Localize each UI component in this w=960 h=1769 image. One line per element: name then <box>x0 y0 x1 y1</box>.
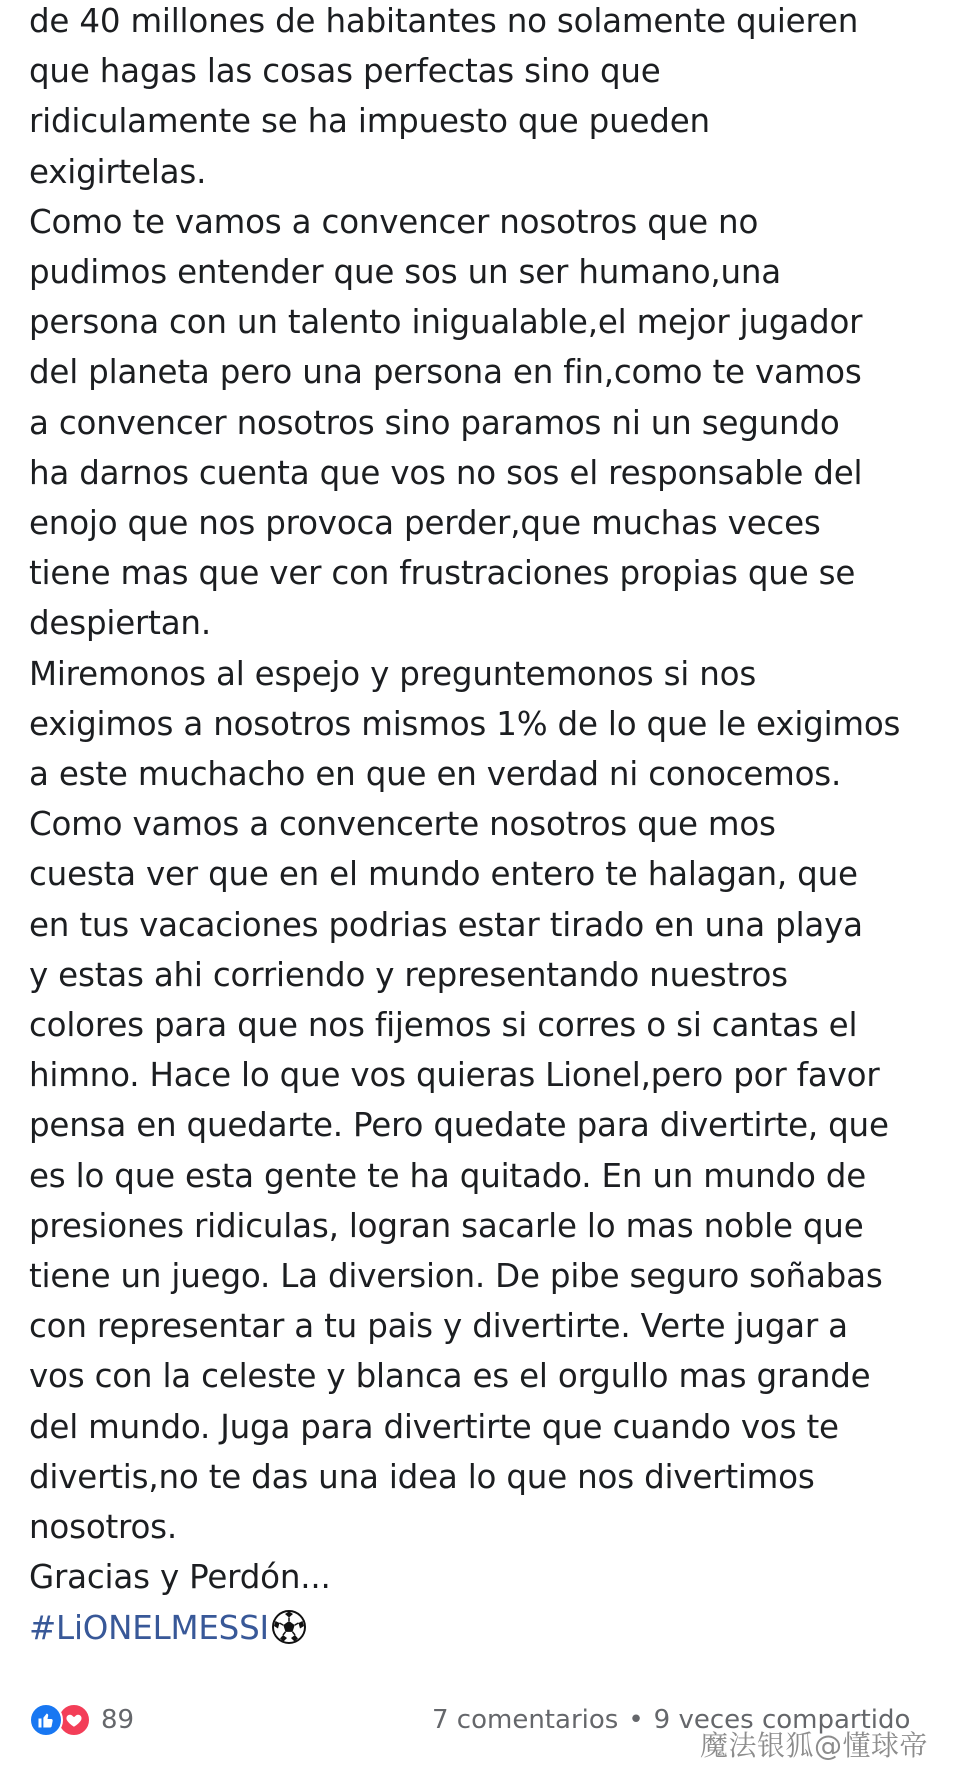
post-line: persona con un talento inigualable,el mejor jugador <box>29 303 863 342</box>
post-line: en tus vacaciones podrias estar tirado en una playa <box>29 905 863 944</box>
post-line: presiones ridiculas, logran sacarle lo mas noble que <box>29 1206 864 1245</box>
post-line: Gracias y Perdón... <box>29 1558 331 1597</box>
hashtag-link[interactable]: #LiONELMESSI <box>29 1608 269 1647</box>
post-line: es lo que esta gente te ha quitado. En un mundo de <box>29 1156 867 1195</box>
post-line: nosotros. <box>29 1508 178 1547</box>
post-line: divertis,no te das una idea lo que nos divertimos <box>29 1457 815 1496</box>
post-line: ridiculamente se ha impuesto que pueden <box>29 102 710 141</box>
reaction-count: 89 <box>101 1705 135 1735</box>
post-lines <box>29 0 949 1603</box>
post-line: Miremonos al espejo y preguntemonos si nos <box>29 654 757 693</box>
soccer-ball-icon <box>271 1609 307 1645</box>
post-line: del planeta pero una persona en fin,como te vamos <box>29 353 862 392</box>
post-line: a convencer nosotros sino paramos ni un segundo <box>29 403 840 442</box>
post-line: himno. Hace lo que vos quieras Lionel,pero por favor <box>29 1056 880 1095</box>
post-line: cuesta ver que en el mundo entero te halagan, que <box>29 855 858 894</box>
reactions-summary[interactable] <box>29 1700 134 1740</box>
post-line: exigirtelas. <box>29 152 207 191</box>
post-line: enojo que nos provoca perder,que muchas veces <box>29 504 821 543</box>
shares-link[interactable]: 9 veces compartido <box>653 1705 911 1735</box>
post-text <box>29 0 949 1653</box>
post-line: ha darnos cuenta que vos no sos el responsable del <box>29 453 863 492</box>
post-line: despiertan. <box>29 604 211 643</box>
post-line: que hagas las cosas perfectas sino que <box>29 52 661 91</box>
post-line: Como vamos a convencerte nosotros que mos <box>29 805 776 844</box>
stats-separator: • <box>628 1705 644 1735</box>
watermark: 魔法银狐@懂球帝 <box>700 1729 929 1762</box>
post-line: con representar a tu pais y divertirte. Verte jugar a <box>29 1307 848 1346</box>
post-line: exigimos a nosotros mismos 1% de lo que le exigimos <box>29 704 901 743</box>
post-line: y estas ahi corriendo y representando nuestros <box>29 955 788 994</box>
hashtag-line <box>29 1603 949 1653</box>
post-line: tiene mas que ver con frustraciones propias que se <box>29 554 856 593</box>
post-line: de 40 millones de habitantes no solamente quieren <box>29 2 859 40</box>
comments-link[interactable]: 7 comentarios <box>432 1705 619 1735</box>
post-line: del mundo. Juga para divertirte que cuando vos te <box>29 1407 839 1446</box>
post-line: Como te vamos a convencer nosotros que no <box>29 202 759 241</box>
like-icon <box>29 1703 63 1737</box>
post-line: pensa en quedarte. Pero quedate para divertirte, que <box>29 1106 889 1145</box>
post-line: pudimos entender que sos un ser humano,una <box>29 253 782 292</box>
post-line: colores para que nos fijemos si corres o si cantas el <box>29 1006 858 1045</box>
post-line: a este muchacho en que en verdad ni conocemos. <box>29 755 842 794</box>
post-line: tiene un juego. La diversion. De pibe seguro soñabas <box>29 1257 883 1296</box>
post-line: vos con la celeste y blanca es el orgullo mas grande <box>29 1357 871 1396</box>
